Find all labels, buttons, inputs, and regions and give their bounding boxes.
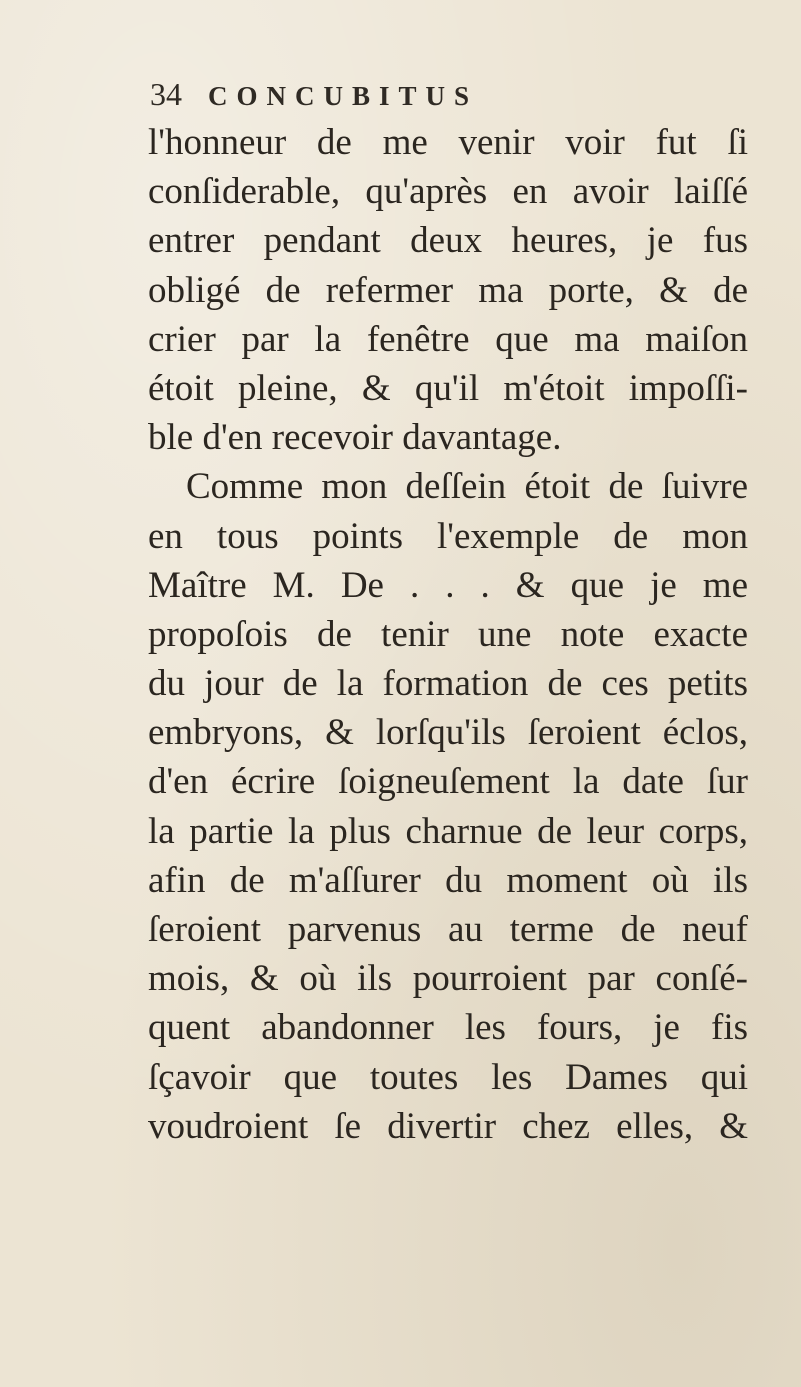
text-line: ſeroient parvenus au terme de neuf [148, 909, 748, 950]
text-line: obligé de refermer ma porte, & de [148, 269, 748, 311]
text-line: conſiderable, qu'après en avoir laiſſé [148, 171, 748, 213]
paragraph-start-line: Comme mon deſſein étoit de ſuivre [186, 466, 748, 508]
body-text [148, 118, 748, 1151]
text-line: en tous points l'exemple de mon [148, 515, 748, 557]
text-line: Maître M. De . . . & que je me [148, 564, 748, 606]
text-line: la partie la plus charnue de leur corps, [148, 810, 748, 852]
text-line: afin de m'aſſurer du moment où ils [148, 859, 748, 901]
text-line: étoit pleine, & qu'il m'étoit impoſſi- [148, 367, 748, 409]
page-number: 34 [150, 76, 182, 112]
text-line: propoſois de tenir une note exacte [148, 613, 748, 655]
text-line: voudroient ſe divertir chez elles, & [148, 1105, 748, 1147]
text-line: d'en écrire ſoigneuſement la date ſur [148, 761, 748, 803]
text-line: mois, & où ils pourroient par conſé- [148, 958, 748, 1000]
page-header [150, 76, 670, 116]
text-line: du jour de la formation de ces petits [148, 663, 748, 705]
text-line: l'honneur de me venir voir fut ſi [148, 122, 748, 163]
running-head: CONCUBITUS [208, 81, 479, 111]
text-line: embryons, & lorſqu'ils ſeroient éclos, [148, 712, 748, 754]
text-line: entrer pendant deux heures, je fus [148, 220, 748, 262]
text-line: quent abandonner les fours, je fis [148, 1007, 748, 1049]
text-line: ſçavoir que toutes les Dames qui [148, 1056, 748, 1098]
text-line: ble d'en recevoir davantage. [148, 417, 562, 459]
text-line: crier par la fenêtre que ma maiſon [148, 318, 748, 360]
